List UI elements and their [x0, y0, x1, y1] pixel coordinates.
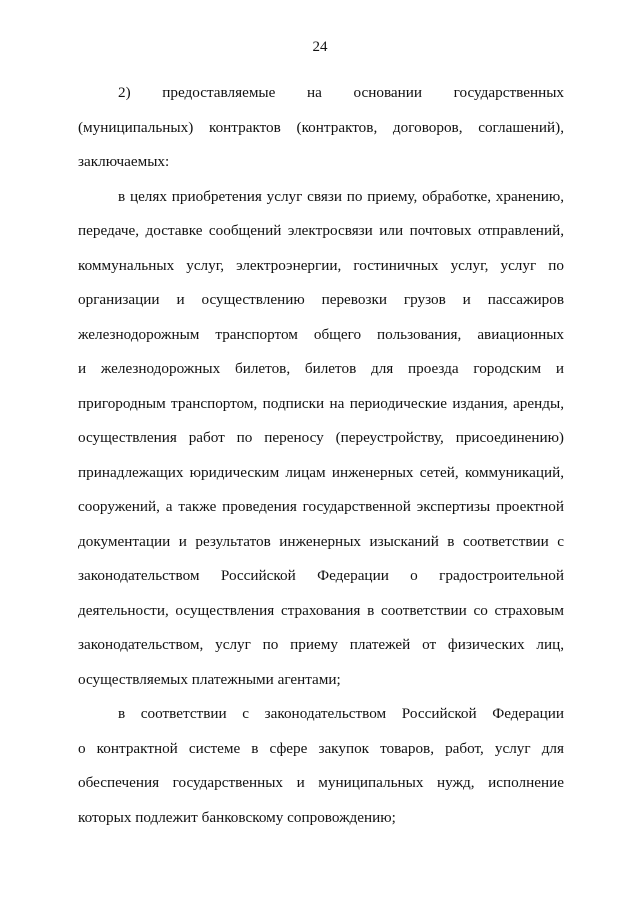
paragraph-2-line-1: в целях приобретения услуг связи по приему, обработке, хранению, — [118, 187, 564, 205]
paragraph-3-line-4: которых подлежит банковскому сопровождению; — [78, 808, 396, 826]
paragraph-2-line-13: деятельности, осуществления страхования в соответствии со страховым — [78, 601, 564, 619]
body-text — [78, 76, 564, 835]
paragraph-3-line-1: в соответствии с законодательством Российской Федерации — [118, 705, 564, 722]
paragraph-2-line-14: законодательством, услуг по приему платежей от физических лиц, — [78, 636, 564, 653]
paragraph-3-line-2: о контрактной системе в сфере закупок товаров, работ, услуг для — [78, 739, 564, 757]
paragraph-1-line-2: (муниципальных) контрактов (контрактов, договоров, соглашений), — [78, 118, 564, 136]
paragraph-2-line-11: документации и результатов инженерных изысканий в соответствии с — [78, 532, 564, 550]
paragraph-1-line-1: 2) предоставляемые на основании государственных — [118, 84, 564, 101]
paragraph-2-line-8: осуществления работ по переносу (переустройству, присоединению) — [78, 429, 564, 446]
paragraph-2-line-4: организации и осуществлению перевозки грузов и пассажиров — [78, 291, 564, 308]
paragraph-2-line-12: законодательством Российской Федерации о градостроительной — [78, 567, 564, 584]
paragraph-2-line-6: и железнодорожных билетов, билетов для проезда городским и — [78, 360, 564, 377]
paragraph-2-line-3: коммунальных услуг, электроэнергии, гостиничных услуг, услуг по — [78, 256, 564, 274]
paragraph-2-line-9: принадлежащих юридическим лицам инженерных сетей, коммуникаций, — [78, 463, 564, 481]
paragraph-2-line-2: передаче, доставке сообщений электросвязи или почтовых отправлений, — [78, 222, 564, 239]
paragraph-2-line-10: сооружений, а также проведения государственной экспертизы проектной — [78, 498, 564, 515]
paragraph-2-line-15: осуществляемых платежными агентами; — [78, 670, 341, 688]
paragraph-2-line-5: железнодорожным транспортом общего пользования, авиационных — [78, 325, 564, 343]
page-number: 24 — [312, 39, 328, 55]
paragraph-3-line-3: обеспечения государственных и муниципальных нужд, исполнение — [78, 774, 564, 791]
paragraph-2-line-7: пригородным транспортом, подписки на периодические издания, аренды, — [78, 394, 564, 412]
paragraph-1-line-3: заключаемых: — [78, 153, 170, 170]
